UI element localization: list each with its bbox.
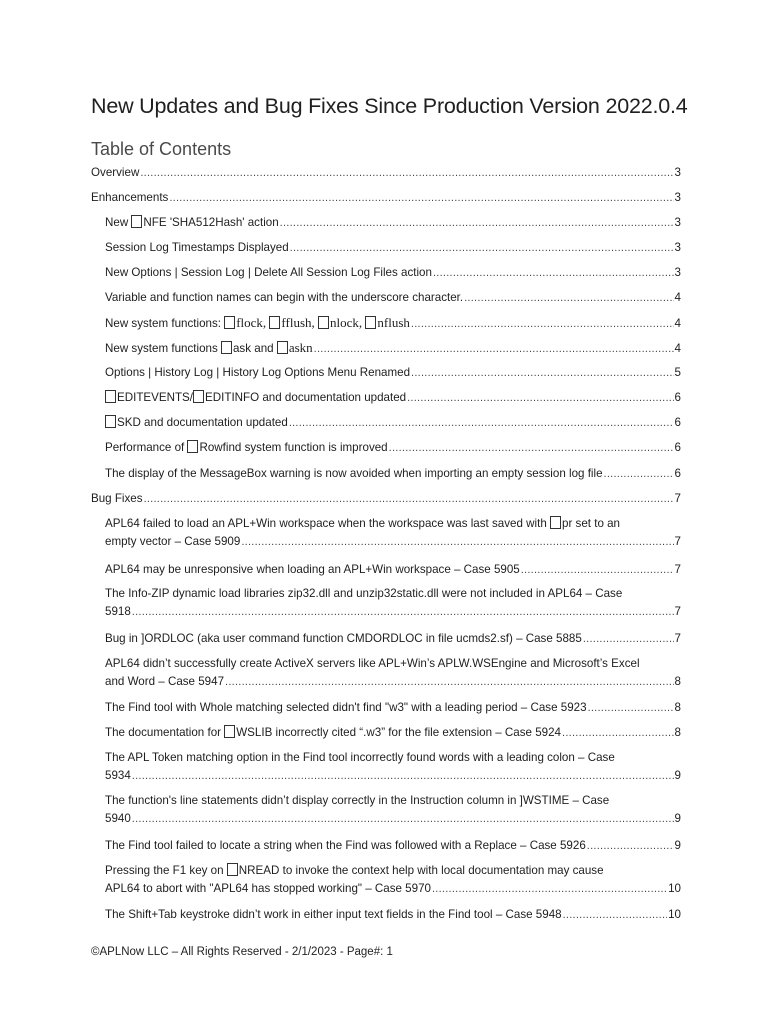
toc-page-number: 4	[674, 291, 681, 304]
toc-leader	[583, 630, 674, 648]
toc-page-number: 6	[674, 391, 681, 404]
toc-page-number: 7	[674, 632, 681, 645]
toc-entry-case-5885[interactable]	[105, 630, 681, 648]
apl-quad-glyph-icon	[224, 316, 235, 329]
apl-quad-glyph-icon	[224, 725, 235, 738]
apl-quad-glyph-icon	[131, 215, 142, 228]
apl-quad-glyph-icon	[277, 341, 288, 354]
toc-leader	[389, 439, 674, 457]
toc-entry-nfe-sha512hash[interactable]	[105, 214, 681, 232]
toc-page-number: 8	[674, 726, 681, 739]
toc-label: NFE 'SHA512Hash' action	[143, 216, 279, 229]
toc-page-number: 8	[674, 675, 681, 688]
toc-entry-messagebox[interactable]	[105, 465, 681, 483]
toc-label: SKD and documentation updated	[117, 416, 288, 429]
toc-label-prefix: New system functions	[105, 342, 221, 355]
apl-quad-glyph-icon	[221, 341, 232, 354]
toc-page-number: 8	[674, 701, 681, 714]
toc-entry-bug-fixes[interactable]	[91, 490, 681, 508]
toc-page-number: 6	[674, 467, 681, 480]
toc-label-line1-end: pr set to an	[562, 517, 621, 530]
apl-quad-glyph-icon	[318, 316, 329, 329]
toc-leader	[280, 214, 674, 232]
toc-leader	[289, 414, 674, 432]
apl-quad-glyph-icon	[550, 516, 561, 529]
toc-label-line1: APL64 didn’t successfully create ActiveX servers like APL+Win’s APLW.WSEngine and Microsoft’s Excel	[105, 657, 640, 670]
page-footer: ©APLNow LLC – All Rights Reserved - 2/1/2023 - Page#: 1	[91, 946, 393, 958]
apl-quad-glyph-icon	[187, 440, 198, 453]
toc-label: Options | History Log | History Log Options Menu Renamed	[105, 366, 411, 379]
toc-entry-delete-session-logs[interactable]	[105, 264, 681, 282]
toc-entry-enhancements[interactable]	[91, 189, 681, 207]
toc-label: Enhancements	[91, 191, 169, 204]
toc-label-line2: 5934	[105, 769, 131, 782]
toc-label: The display of the MessageBox warning is now avoided when importing an empty session log file	[105, 467, 603, 480]
toc-label: Variable and function names can begin with the underscore character.	[105, 291, 464, 304]
toc-entry-case-5970[interactable]	[105, 862, 681, 898]
toc-leader	[562, 724, 674, 742]
toc-leader	[587, 837, 674, 855]
toc-leader	[411, 364, 674, 382]
toc-label-line1-end: NREAD to invoke the context help with local documentation may cause	[238, 864, 604, 877]
toc-label-line1: The Info-ZIP dynamic load libraries zip32.dll and unzip32static.dll were not included in APL64 – Case	[105, 587, 623, 600]
toc-label: The Find tool with Whole matching selected didn't find "w3" with a leading period – Case 5923	[105, 701, 587, 714]
apl-quad-glyph-icon	[227, 863, 238, 876]
fn-askn: askn	[288, 340, 313, 355]
toc-leader	[140, 164, 673, 182]
toc-leader	[241, 533, 673, 551]
fn-flock: flock,	[236, 315, 270, 330]
toc-leader	[432, 880, 667, 898]
toc-label-line1: The function's line statements didn’t display correctly in the Instruction column in ]WSTIME – Case	[105, 794, 610, 807]
toc-entry-case-5934[interactable]	[105, 749, 681, 785]
fn-nflush: nflush	[377, 315, 410, 330]
apl-quad-glyph-icon	[105, 390, 116, 403]
toc-label: The Find tool failed to locate a string when the Find was followed with a Replace – Case 5926	[105, 839, 586, 852]
toc-label: Bug Fixes	[91, 492, 143, 505]
toc-leader	[407, 389, 673, 407]
toc-page-number: 4	[674, 342, 681, 355]
toc-leader	[314, 340, 674, 358]
toc-entry-case-5947[interactable]	[105, 655, 681, 691]
toc-label-prefix: New	[105, 216, 132, 229]
toc-label: Rowfind system function is improved	[199, 441, 388, 454]
toc-entry-case-5924[interactable]	[105, 724, 681, 742]
toc-entry-case-5923[interactable]	[105, 699, 681, 717]
toc-page-number: 7	[674, 535, 681, 548]
toc-entry-editevents[interactable]	[105, 389, 681, 407]
toc-entry-overview[interactable]	[91, 164, 681, 182]
toc-label-line1: Pressing the F1 key on	[105, 864, 227, 877]
toc-entry-case-5905[interactable]	[105, 561, 681, 579]
toc-label-line2: 5940	[105, 812, 131, 825]
apl-quad-glyph-icon	[269, 316, 280, 329]
toc-leader	[604, 465, 674, 483]
toc-entry-underscore-names[interactable]	[105, 289, 681, 307]
toc-leader	[132, 767, 674, 785]
toc-page-number: 5	[674, 366, 681, 379]
toc-leader	[132, 603, 674, 621]
toc-leader	[563, 906, 667, 924]
toc-page-number: 9	[674, 839, 681, 852]
toc-heading: Table of Contents	[91, 139, 232, 159]
toc-page-number: 6	[674, 441, 681, 454]
toc-leader	[521, 561, 674, 579]
toc-page-number: 3	[674, 166, 681, 179]
toc-leader	[169, 189, 673, 207]
fn-nlock: nlock,	[330, 315, 366, 330]
toc-label-line2: empty vector – Case 5909	[105, 535, 241, 548]
toc-page-number: 3	[674, 241, 681, 254]
toc-label-prefix: New system functions:	[105, 317, 225, 330]
toc-page-number: 10	[668, 882, 681, 895]
toc-leader	[132, 810, 674, 828]
toc-leader	[290, 239, 674, 257]
toc-entry-case-5926[interactable]	[105, 837, 681, 855]
apl-quad-glyph-icon	[105, 415, 116, 428]
toc-label-line2: and Word – Case 5947	[105, 675, 225, 688]
toc-entry-case-5909[interactable]	[105, 515, 681, 551]
toc-page-number: 4	[674, 317, 681, 330]
apl-quad-glyph-icon	[365, 316, 376, 329]
toc-page-number: 9	[674, 769, 681, 782]
toc-label-prefix: Performance of	[105, 441, 188, 454]
toc-label: The Shift+Tab keystroke didn’t work in either input text fields in the Find tool – Case 5948	[105, 908, 562, 921]
apl-quad-glyph-icon	[193, 390, 204, 403]
toc-label-part: EDITINFO and documentation updated	[205, 391, 407, 404]
toc-leader	[411, 315, 674, 333]
toc-entry-case-5948[interactable]	[105, 906, 681, 924]
toc-entry-case-5918[interactable]	[105, 585, 681, 621]
toc-page-number: 7	[674, 563, 681, 576]
toc-label: WSLIB incorrectly cited “.w3” for the file extension – Case 5924	[236, 726, 562, 739]
toc-label: Overview	[91, 166, 140, 179]
toc-leader	[464, 289, 673, 307]
toc-leader	[144, 490, 674, 508]
toc-entry-rowfind[interactable]	[105, 439, 681, 457]
toc-leader	[225, 673, 674, 691]
toc-page-number: 6	[674, 416, 681, 429]
fn-ask: ask and	[232, 342, 277, 355]
toc-leader	[588, 699, 674, 717]
toc-page-number: 9	[674, 812, 681, 825]
toc-entry-session-log-timestamps[interactable]	[105, 239, 681, 257]
toc-label-line1: APL64 failed to load an APL+Win workspace when the workspace was last saved with	[105, 517, 550, 530]
toc-page-number: 3	[674, 266, 681, 279]
toc-label: APL64 may be unresponsive when loading an APL+Win workspace – Case 5905	[105, 563, 520, 576]
toc-leader	[433, 264, 674, 282]
toc-page-number: 7	[674, 492, 681, 505]
toc-page-number: 7	[674, 605, 681, 618]
toc-page-number: 3	[674, 191, 681, 204]
toc-page-number: 3	[674, 216, 681, 229]
toc-entry-case-5940[interactable]	[105, 792, 681, 828]
document-title: New Updates and Bug Fixes Since Production Version 2022.0.4	[91, 94, 688, 118]
toc-label-line2: 5918	[105, 605, 131, 618]
toc-label: Bug in ]ORDLOC (aka user command function CMDORDLOC in file ucmds2.sf) – Case 5885	[105, 632, 582, 645]
toc-label: New Options | Session Log | Delete All Session Log Files action	[105, 266, 432, 279]
toc-entry-history-log-renamed[interactable]	[105, 364, 681, 382]
fn-fflush: fflush,	[281, 315, 319, 330]
toc-label-line1: The APL Token matching option in the Find tool incorrectly found words with a leading colon – Case	[105, 751, 615, 764]
toc-entry-skd[interactable]	[105, 414, 681, 432]
toc-entry-new-system-functions-ask[interactable]	[105, 339, 681, 358]
toc-label-prefix: The documentation for	[105, 726, 225, 739]
toc-label: Session Log Timestamps Displayed	[105, 241, 289, 254]
toc-page-number: 10	[668, 908, 681, 921]
toc-label-line2: APL64 to abort with "APL64 has stopped working" – Case 5970	[105, 882, 431, 895]
toc-label-part: EDITEVENTS/	[117, 391, 194, 404]
toc-entry-new-system-functions-flock[interactable]	[105, 314, 681, 333]
